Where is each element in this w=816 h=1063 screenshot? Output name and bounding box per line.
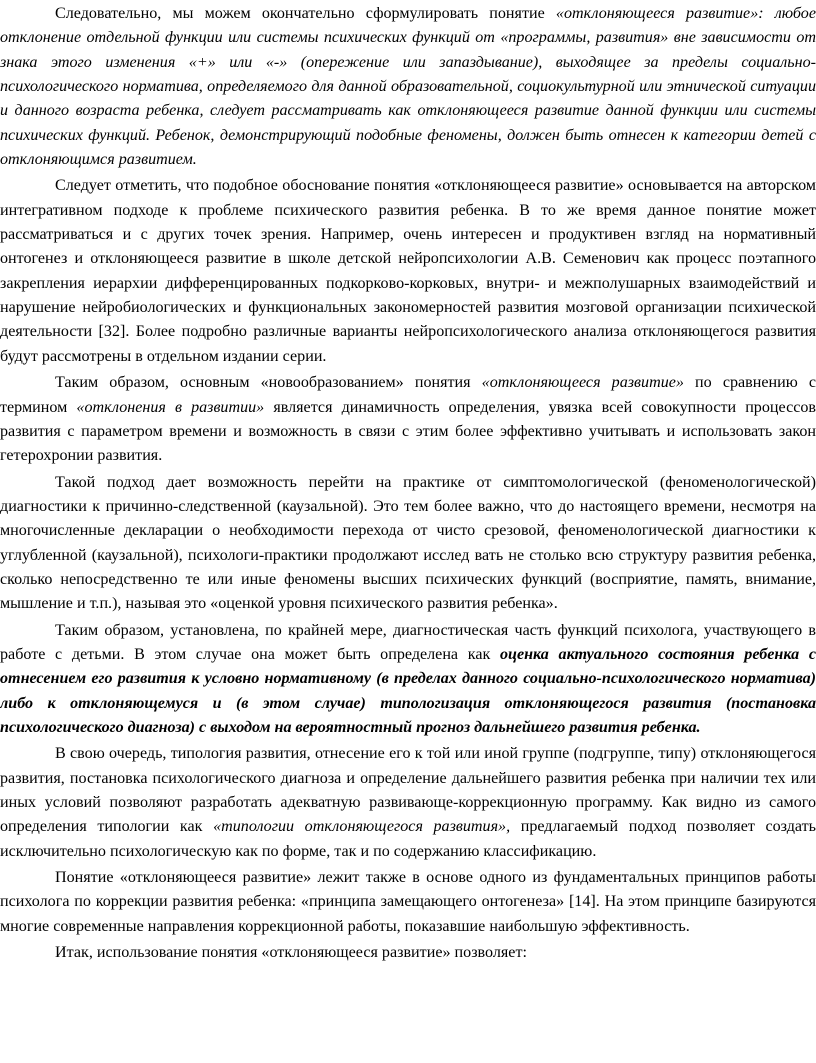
text-segment: Следует отметить, что подобное обоснование понятия «отклоняющееся развитие» основывается на авторском интегративном подходе к проблеме психического развития ребенка. В то же время данное понятие может рассматриваться и с других точек зрения. Например, очень интересен и продуктивен взгляд на нормативный онтогенез и отклоняющееся развитие в школе детской нейропсихологии А.В. Семенович как процесс поэтапного закрепления иерархии дифференцированных подкорково-корковых, внутри- и межполушарных взаимодействий и нарушение нейробиологических и функциональных закономерностей развития мозговой организации психической деятельности [32]. Более подробно различные варианты нейропсихологического анализа отклоняющегося развития будут рассмотрены в отдельном издании серии. [0,177,816,365]
emphasis-segment: «отклоняющееся развитие» [481,374,684,392]
text-segment: предлагаемый подход позволяет создать исключительно психологическую как по форме, так и по содержанию классификацию. [0,818,816,860]
text-segment: Такой подход дает возможность перейти на практике от симптомологической (феноменологической) диагностики к причинно-следственной (каузальной). Это тем более важно, что до настоящего времени, несмотря на многочисленные декларации о необходимости перехода от чисто срезовой, феноменологической диагностики к углубленной (каузальной), психологи-практики продолжают исслед вать не столько всю структуру развития ребенка, сколько непосредственно те или иные феномены высших психических функций (восприятие, память, внимание, мышление и т.п.), называя это «оценкой уровня психического развития ребенка». [0,473,816,613]
paragraph-conclusion-lead [0,941,816,965]
text-segment: является динамичность определения, увязка всей совокупности процессов развития с параметром времени и возможность в связи с этим более эффективно учитывать и использовать закон гетерохронии развития. [0,398,816,465]
text-segment: по сравнению с термином [0,374,816,416]
paragraph-psychologist-functions [0,619,816,741]
paragraph-neuropsychology [0,174,816,369]
paragraph-diagnostics [0,471,816,617]
paragraph-definition [0,2,816,172]
strong-emphasis-segment: оценка актуального состояния ребенка с отнесением его развития к условно нормативному (в пределах данного социально-психологического норматива) либо к отклоняющемуся и (в этом случае) типологизация отклоняющегося развития (постановка психологического диагноза) с выходом на вероятностный прогноз дальнейшего развития ребенка. [0,645,816,736]
text-segment: Понятие «отклоняющееся развитие» лежит также в основе одного из фундаментальных принципов работы психолога по коррекции развития ребенка: «принципа замещающего онтогенеза» [14]. На этом принципе базируются многие современные направления коррекционной работы, показавшие наибольшую эффективность. [0,869,816,935]
text-segment: Таким образом, основным «новообразованием» понятия [55,374,482,392]
text-segment: Итак, использование понятия «отклоняющееся развитие» позволяет: [55,944,527,962]
emphasis-segment: «отклоняющееся развитие»: любое отклонение отдельной функции или системы психических функций от «программы, развития» вне зависимости от знака этого изменения «+» или «-» (опережение или запаздывание), выходящее за пределы социально-психологического норматива, определяемого для данной образовательной, социокультурной или этнической ситуации и данного возраста ребенка, следует рассматривать как отклоняющееся развитие данной функции или системы психических функций. Ребенок, демонстрирующий подобные феномены, должен быть отнесен к категории детей с отклоняющимся развитием. [0,5,816,169]
emphasis-segment: «типологии отклоняющегося развития», [213,818,511,836]
text-segment: Таким образом, установлена, по крайней мере, диагностическая часть функций психолога, участвующего в работе с детьми. В этом случае она может быть определена как [0,621,816,663]
text-segment: Следовательно, мы можем окончательно сформулировать понятие [55,5,556,22]
paragraph-typology [0,742,816,864]
text-segment: В свою очередь, типология развития, отнесение его к той или иной группе (подгруппе, типу) отклоняющегося развития, постановка психологического диагноза и определение дальнейшего развития ребенка при наличии тех или иных условий позволяют разработать адекватную развивающе-коррекционную программу. Как видно из самого определения типологии как [0,745,816,836]
paragraph-new-formation [0,371,816,468]
emphasis-segment: «отклонения в развитии» [76,398,265,416]
paragraph-ontogenesis-principle [0,866,816,939]
